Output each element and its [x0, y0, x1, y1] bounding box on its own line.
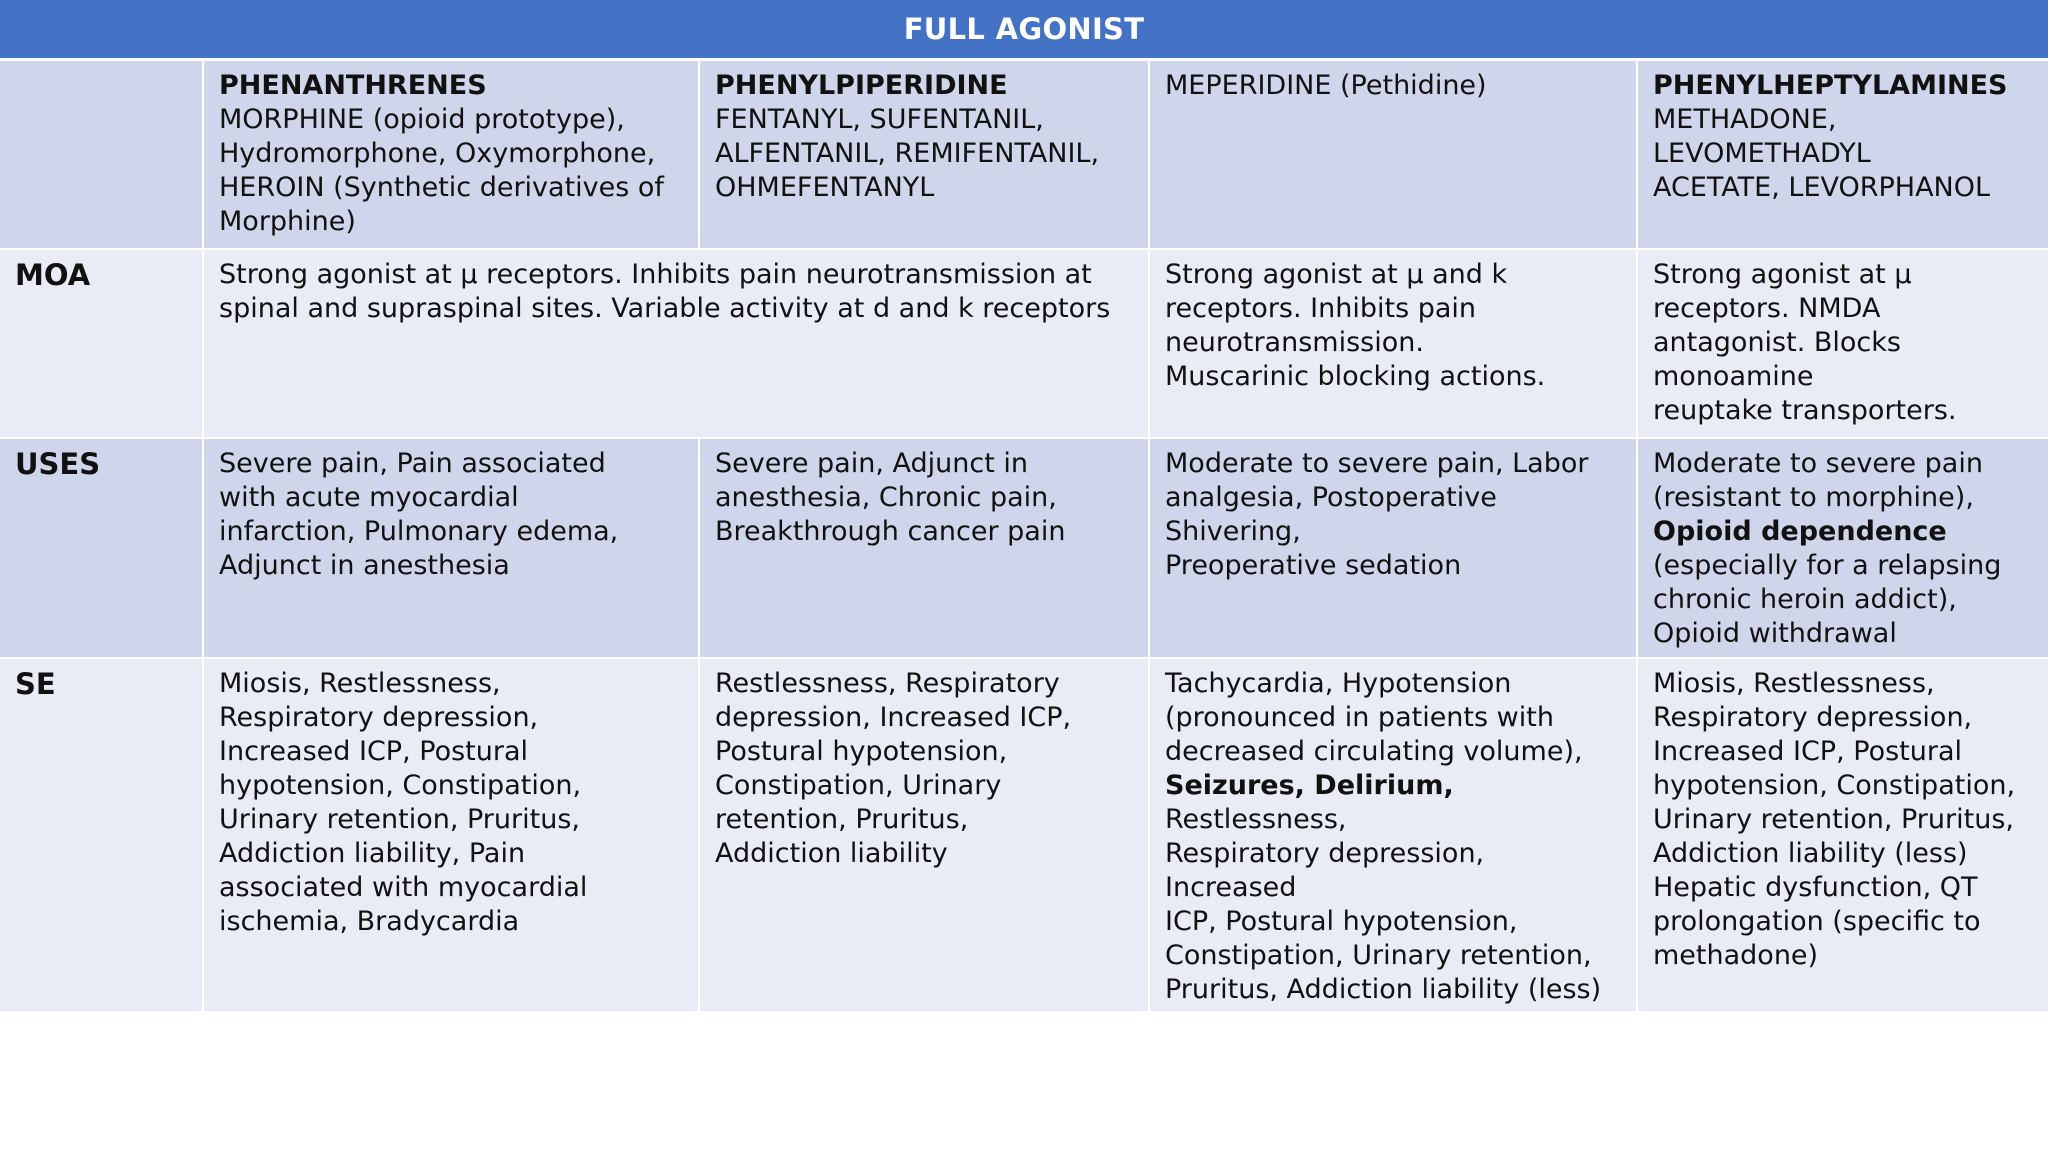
cell-text: Restlessness,	[1165, 804, 1347, 835]
cell-line: Breakthrough cancer pain	[715, 516, 1066, 547]
cell-line: with acute myocardial	[219, 482, 519, 513]
empty-corner-cell	[0, 61, 204, 250]
cell-line: Restlessness, Respiratory	[715, 668, 1060, 699]
cell-line: monoamine	[1653, 361, 1814, 392]
cell-line: Respiratory depression,	[1165, 838, 1485, 869]
cell-line: Muscarinic blocking actions.	[1165, 361, 1546, 392]
cell-line: infarction, Pulmonary edema,	[219, 516, 619, 547]
cell-line: Opioid withdrawal	[1653, 618, 1897, 649]
uses-meperidine-cell	[1150, 439, 1638, 659]
cell-line: methadone)	[1653, 940, 1819, 971]
cell-line: Severe pain, Adjunct in	[715, 448, 1028, 479]
cell-line: ischemia, Bradycardia	[219, 906, 520, 937]
moa-merged-cell	[204, 250, 1150, 439]
row-label-se: SE	[0, 659, 204, 1013]
cell-line: Respiratory depression,	[1653, 702, 1973, 733]
se-phenylpiperidine-cell	[700, 659, 1150, 1013]
cell-line: Increased ICP, Postural	[1653, 736, 1962, 767]
cell-line: hypotension, Constipation,	[1653, 770, 2016, 801]
header-line: METHADONE,	[1653, 104, 1837, 135]
cell-line: neurotransmission.	[1165, 327, 1424, 358]
cell-line: associated with myocardial	[219, 872, 588, 903]
cell-line: receptors. NMDA	[1653, 293, 1881, 324]
row-label-uses: USES	[0, 439, 204, 659]
header-line: MORPHINE (opioid prototype),	[219, 104, 625, 135]
se-meperidine-cell	[1150, 659, 1638, 1013]
cell-line: Postural hypotension,	[715, 736, 1008, 767]
cell-line: Hepatic dysfunction, QT	[1653, 872, 1978, 903]
se-row	[0, 659, 2048, 1013]
se-phenanthrenes-cell	[204, 659, 700, 1013]
cell-line-mixed	[1165, 769, 1626, 837]
cell-line: analgesia, Postoperative	[1165, 482, 1497, 513]
cell-line: chronic heroin addict),	[1653, 584, 1957, 615]
table-title: FULL AGONIST	[0, 0, 2048, 61]
header-phenylpiperidine	[700, 61, 1150, 250]
header-line: MEPERIDINE (Pethidine)	[1165, 70, 1487, 101]
cell-line: Miosis, Restlessness,	[219, 668, 501, 699]
uses-phenylheptylamines-cell	[1638, 439, 2048, 659]
cell-line: Severe pain, Pain associated	[219, 448, 606, 479]
header-line: LEVOMETHADYL	[1653, 138, 1871, 169]
cell-line: receptors. Inhibits pain	[1165, 293, 1477, 324]
se-phenylheptylamines-cell	[1638, 659, 2048, 1013]
cell-line: (resistant to morphine),	[1653, 482, 1974, 513]
cell-line: retention, Pruritus,	[715, 804, 969, 835]
title-row	[0, 0, 2048, 61]
header-line: FENTANYL, SUFENTANIL,	[715, 104, 1044, 135]
uses-phenylpiperidine-cell	[700, 439, 1150, 659]
cell-line: Increased	[1165, 872, 1297, 903]
cell-line: hypotension, Constipation,	[219, 770, 582, 801]
cell-line: Urinary retention, Pruritus,	[219, 804, 580, 835]
moa-row	[0, 250, 2048, 439]
uses-row	[0, 439, 2048, 659]
cell-line: ICP, Postural hypotension,	[1165, 906, 1518, 937]
cell-line: Adjunct in anesthesia	[219, 550, 510, 581]
cell-line: Addiction liability	[715, 838, 948, 869]
header-heading: PHENANTHRENES	[219, 70, 487, 101]
cell-line: Moderate to severe pain	[1653, 448, 1983, 479]
cell-line: spinal and supraspinal sites. Variable activity at d and k receptors	[219, 293, 1111, 324]
cell-line: Strong agonist at µ	[1653, 259, 1912, 290]
cell-line: Preoperative sedation	[1165, 550, 1462, 581]
cell-line: antagonist. Blocks	[1653, 327, 1901, 358]
cell-line: Pruritus, Addiction liability (less)	[1165, 974, 1602, 1005]
header-line: Hydromorphone, Oxymorphone,	[219, 138, 656, 169]
bold-phrase: Seizures, Delirium,	[1165, 770, 1454, 801]
cell-line: depression, Increased ICP,	[715, 702, 1072, 733]
cell-line: Addiction liability, Pain	[219, 838, 526, 869]
cell-line: Respiratory depression,	[219, 702, 539, 733]
cell-line: (pronounced in patients with	[1165, 702, 1554, 733]
header-heading: PHENYLPIPERIDINE	[715, 70, 1008, 101]
cell-line: Increased ICP, Postural	[219, 736, 528, 767]
header-meperidine	[1150, 61, 1638, 250]
cell-line: Constipation, Urinary	[715, 770, 1002, 801]
cell-line: Shivering,	[1165, 516, 1301, 547]
cell-line-bold: Opioid dependence	[1653, 516, 1947, 547]
header-line: OHMEFENTANYL	[715, 172, 935, 203]
header-line: Morphine)	[219, 206, 356, 237]
cell-line: anesthesia, Chronic pain,	[715, 482, 1057, 513]
moa-phenylheptylamines-cell	[1638, 250, 2048, 439]
cell-line: (especially for a relapsing	[1653, 550, 2002, 581]
header-line: ALFENTANIL, REMIFENTANIL,	[715, 138, 1100, 169]
cell-line: Miosis, Restlessness,	[1653, 668, 1935, 699]
cell-line: Strong agonist at µ and k	[1165, 259, 1508, 290]
header-row	[0, 61, 2048, 250]
moa-meperidine-cell	[1150, 250, 1638, 439]
uses-phenanthrenes-cell	[204, 439, 700, 659]
cell-line: decreased circulating volume),	[1165, 736, 1583, 767]
row-label-moa: MOA	[0, 250, 204, 439]
cell-line: Urinary retention, Pruritus,	[1653, 804, 2014, 835]
cell-line: Strong agonist at µ receptors. Inhibits pain neurotransmission at	[219, 259, 1092, 290]
cell-line: reuptake transporters.	[1653, 395, 1957, 426]
cell-line: Constipation, Urinary retention,	[1165, 940, 1592, 971]
header-line: HEROIN (Synthetic derivatives of	[219, 172, 664, 203]
cell-line: Tachycardia, Hypotension	[1165, 668, 1512, 699]
header-line: ACETATE, LEVORPHANOL	[1653, 172, 1991, 203]
cell-line: Moderate to severe pain, Labor	[1165, 448, 1589, 479]
header-phenanthrenes	[204, 61, 700, 250]
cell-line: Addiction liability (less)	[1653, 838, 1968, 869]
header-phenylheptylamines	[1638, 61, 2048, 250]
header-heading: PHENYLHEPTYLAMINES	[1653, 70, 2008, 101]
cell-line: prolongation (specific to	[1653, 906, 1981, 937]
